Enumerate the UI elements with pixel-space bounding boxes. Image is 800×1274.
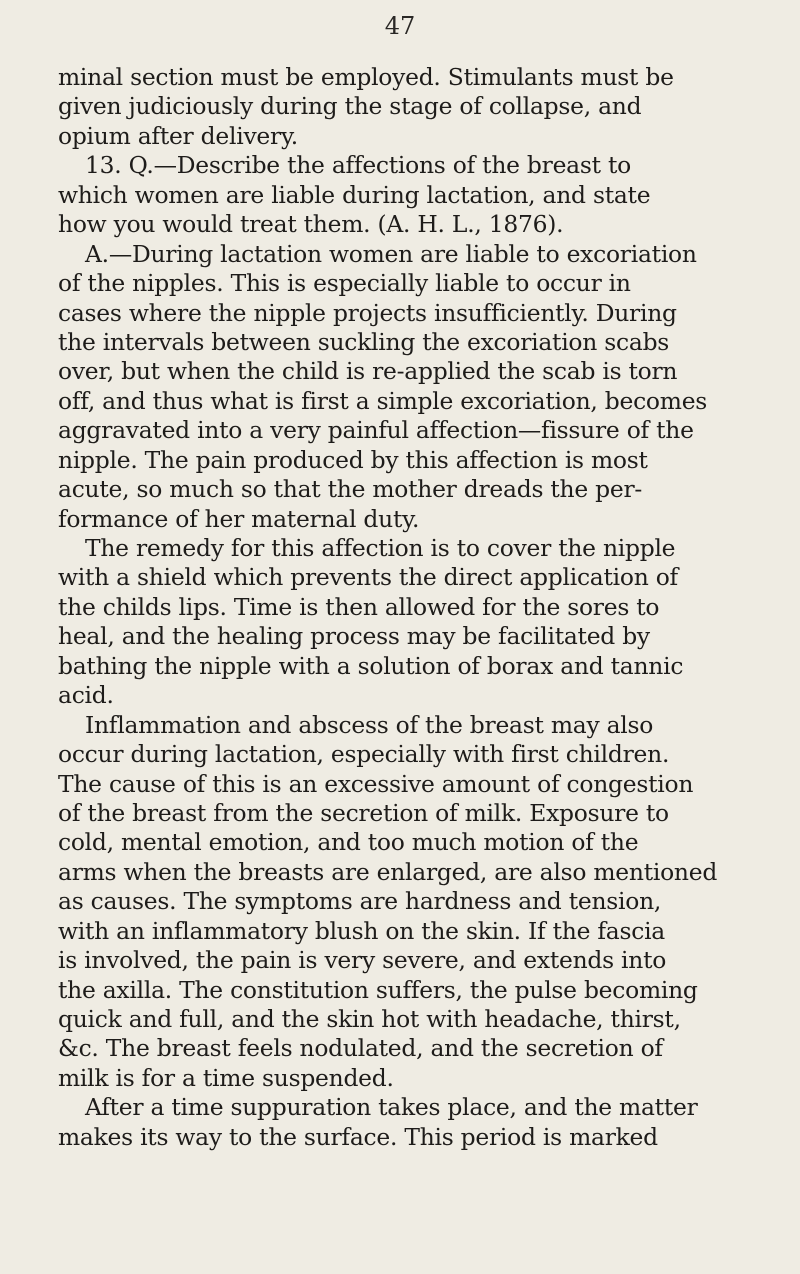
text-line: opium after delivery.	[58, 121, 298, 150]
text-line: occur during lactation, especially with first children.	[58, 740, 670, 769]
text-line: with an inflammatory blush on the skin. If the fascia	[58, 916, 665, 945]
text-line: which women are liable during lactation, and state	[58, 180, 651, 209]
text-line: minal section must be employed. Stimulants must be	[58, 63, 674, 91]
text-line: cold, mental emotion, and too much motion of the	[58, 828, 639, 857]
text-line: &c. The breast feels nodulated, and the secretion of	[58, 1034, 663, 1063]
text-line: bathing the nipple with a solution of borax and tannic	[58, 651, 684, 680]
text-line: given judiciously during the stage of collapse, and	[58, 92, 642, 121]
text-line: Inflammation and abscess of the breast may also	[85, 710, 654, 739]
text-line: arms when the breasts are enlarged, are also mentioned	[58, 857, 718, 886]
text-line: how you would treat them. (A. H. L., 1876).	[58, 210, 564, 239]
text-line: formance of her maternal duty.	[58, 504, 420, 533]
text-line: of the nipples. This is especially liable to occur in	[58, 269, 631, 298]
text-line: is involved, the pain is very severe, and extends into	[58, 946, 667, 975]
text-line: off, and thus what is first a simple excoriation, becomes	[58, 386, 708, 415]
text-line: The remedy for this affection is to cover the nipple	[85, 534, 676, 562]
text-line: nipple. The pain produced by this affection is most	[58, 445, 648, 474]
text-line: over, but when the child is re-applied the scab is torn	[58, 357, 678, 386]
text-line: A.—During lactation women are liable to excoriation	[85, 239, 697, 268]
text-line: the intervals between suckling the excoriation scabs	[58, 327, 670, 356]
text-line: acid.	[58, 681, 114, 710]
text-line: of the breast from the secretion of milk. Exposure to	[58, 798, 669, 827]
text-line: heal, and the healing process may be facilitated by	[58, 622, 650, 651]
page-number: 47	[384, 12, 416, 40]
text-line: the childs lips. Time is then allowed for the sores to	[58, 592, 660, 621]
body-text	[58, 63, 764, 1152]
text-line: with a shield which prevents the direct application of	[58, 563, 678, 592]
text-line: the axilla. The constitution suffers, the pulse becoming	[58, 975, 698, 1004]
text-line: The cause of this is an excessive amount of congestion	[58, 769, 694, 798]
text-line: milk is for a time suspended.	[58, 1063, 394, 1092]
text-line: makes its way to the surface. This period is marked	[58, 1122, 658, 1151]
text-line: quick and full, and the skin hot with headache, thirst,	[58, 1005, 681, 1033]
text-line: acute, so much so that the mother dreads the per-	[58, 475, 643, 504]
text-line: cases where the nipple projects insufficiently. During	[58, 298, 677, 327]
text-line: aggravated into a very painful affection—fissure of the	[58, 416, 694, 445]
text-line: as causes. The symptoms are hardness and tension,	[58, 887, 662, 916]
text-line: 13. Q.—Describe the affections of the breast to	[85, 151, 631, 180]
text-line: After a time suppuration takes place, and the matter	[85, 1093, 698, 1122]
